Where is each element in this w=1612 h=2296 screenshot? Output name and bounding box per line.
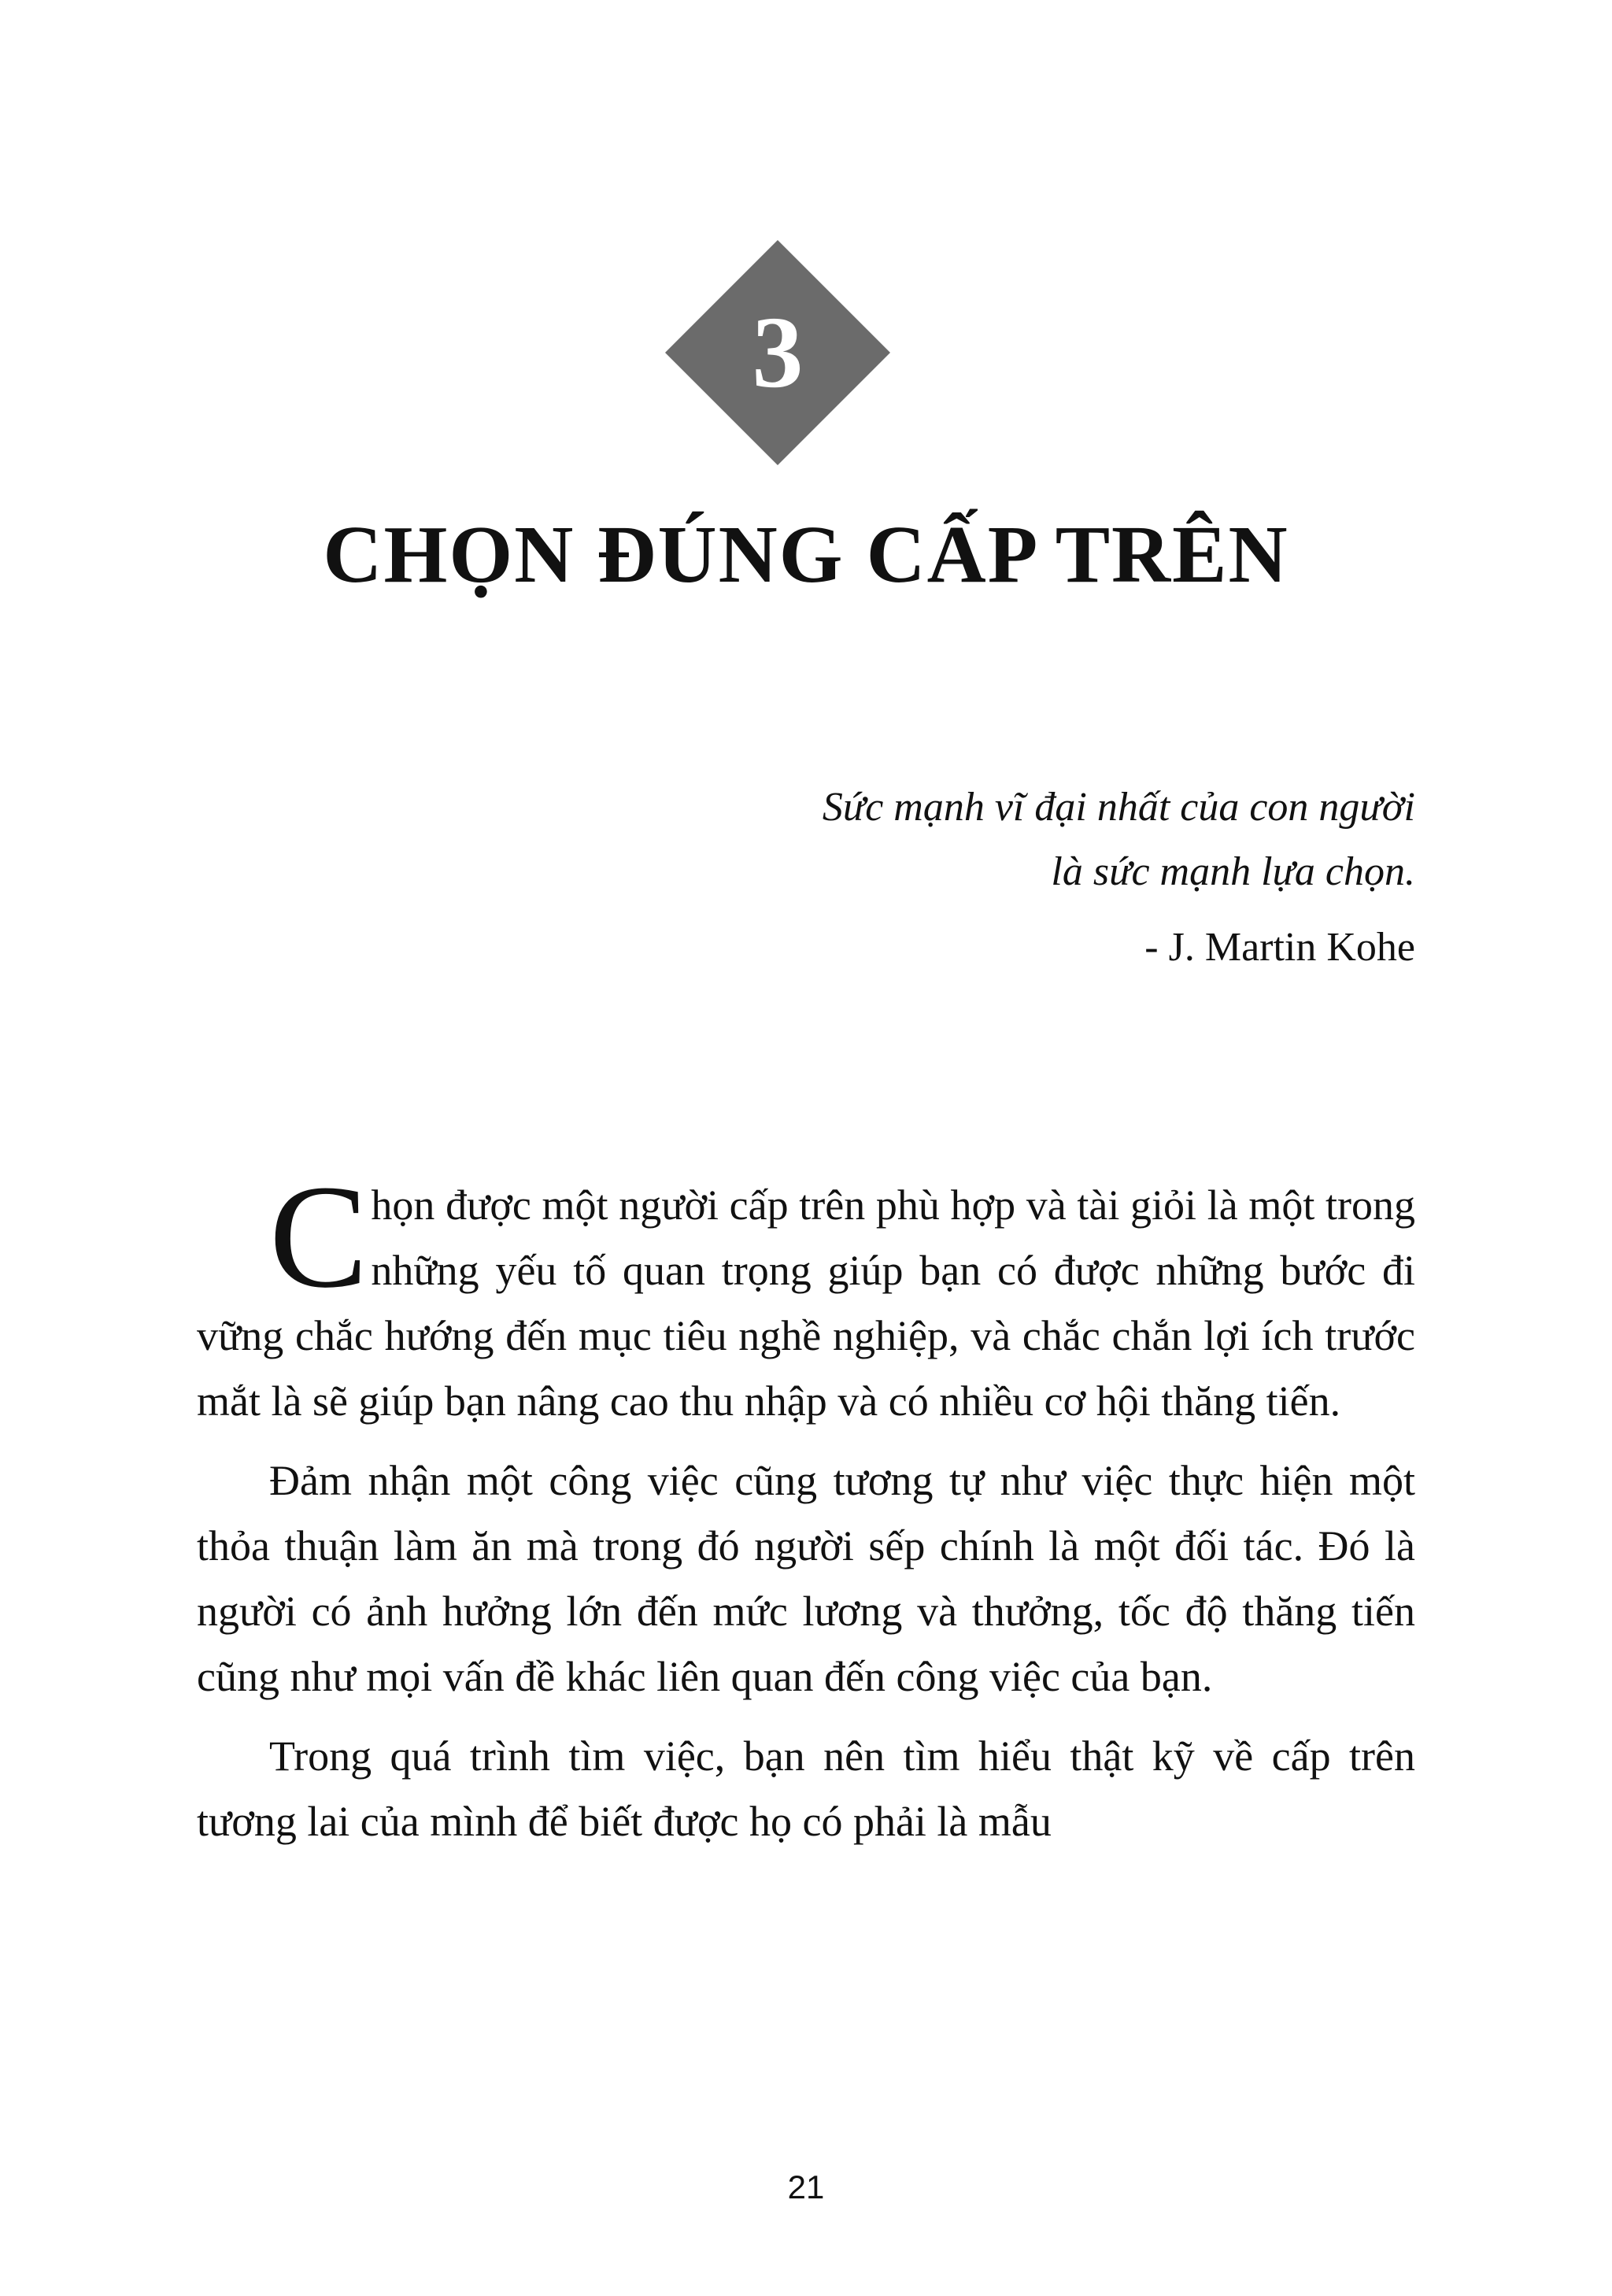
page-number: 21 xyxy=(787,2168,825,2205)
drop-cap: C xyxy=(269,1154,368,1318)
chapter-title: CHỌN ĐÚNG CẤP TRÊN xyxy=(323,509,1289,600)
paragraph: Đảm nhận một công việc cũng tương tự như việc thực hiện một thỏa thuận làm ăn mà trong đó người sếp chính là một đối tác. Đó là người có ảnh hưởng lớn đến mức lương và thưởng, tốc độ thăng tiến cũng như mọi vấn đề khác liên quan đến công việc của bạn. xyxy=(197,1457,1415,1700)
chapter-number: 3 xyxy=(752,296,804,409)
chapter-badge xyxy=(665,240,890,465)
epigraph-line: Sức mạnh vĩ đại nhất của con người xyxy=(822,785,1415,830)
body-text xyxy=(197,1154,1415,1869)
paragraph xyxy=(197,1154,1415,1434)
epigraph xyxy=(628,775,1415,980)
epigraph-author: - J. Martin Kohe xyxy=(1144,925,1415,970)
epigraph-line: là sức mạnh lựa chọn. xyxy=(1051,849,1415,894)
paragraph-text: họn được một người cấp trên phù hợp và tài giỏi là một trong những yếu tố quan trọng giúp bạn có được những bước đi vững chắc hướng đến mục tiêu nghề nghiệp, và chắc chắn lợi ích trước mắt là sẽ giúp bạn nâng cao thu nhập và có nhiều cơ hội thăng tiến. xyxy=(197,1181,1415,1425)
paragraph: Trong quá trình tìm việc, bạn nên tìm hiểu thật kỹ về cấp trên tương lai của mình để biết được họ có phải là mẫu xyxy=(197,1732,1415,1845)
